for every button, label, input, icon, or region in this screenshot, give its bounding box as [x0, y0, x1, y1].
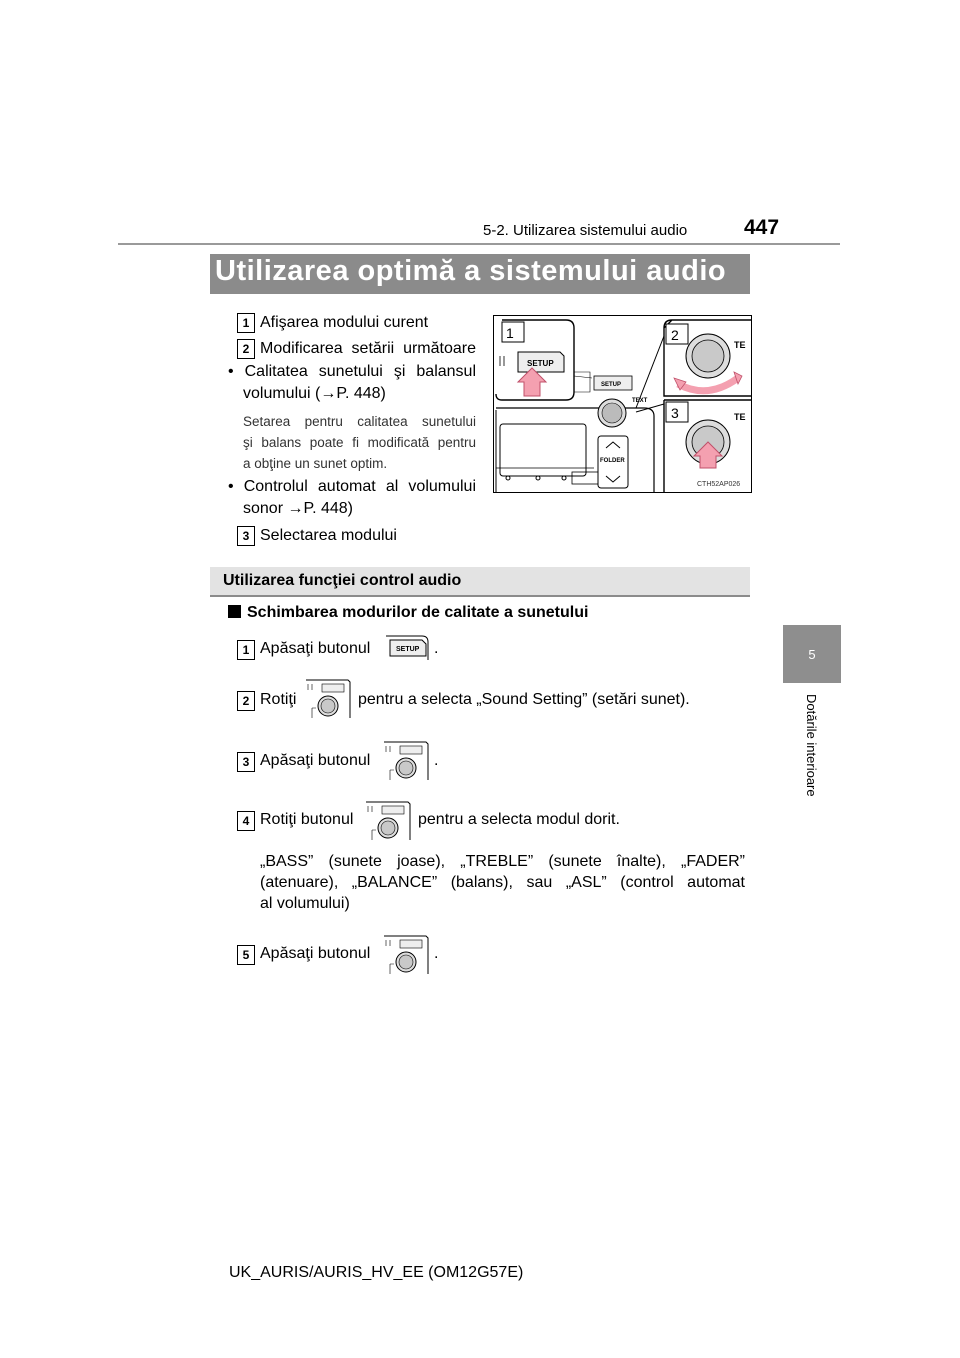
- text-label: TEXT: [632, 398, 648, 404]
- step-text: Rotiţi: [260, 691, 297, 708]
- svg-text:SETUP: SETUP: [396, 646, 420, 653]
- bullet-text: • Calitatea sunetului şi balansul: [228, 363, 476, 380]
- item-text: Modificarea setării următoare: [260, 340, 476, 357]
- footer-model-code: UK_AURIS/AURIS_HV_EE (OM12G57E): [229, 1264, 524, 1281]
- chapter-number: 5: [808, 646, 816, 662]
- step-note: (atenuare), „BALANCE” (balans), sau „ASL” (control automat: [260, 874, 745, 891]
- chapter-tab: [783, 625, 841, 683]
- step-text: .: [434, 640, 439, 657]
- item-text: Selectarea modului: [260, 527, 397, 544]
- section-header: 5-2. Utilizarea sistemului audio: [483, 222, 688, 239]
- page-number: 447: [744, 216, 780, 239]
- setup-small-label: SETUP: [601, 382, 622, 388]
- folder-label: FOLDER: [600, 458, 625, 464]
- tune-knob-icon: [304, 678, 352, 720]
- setup-button-icon: [384, 634, 430, 662]
- te-label-2: TE: [734, 412, 746, 422]
- step-number: 3: [237, 752, 255, 772]
- tune-knob-push-icon: [382, 740, 430, 782]
- tune-knob-push-icon: [382, 934, 430, 976]
- page-title: Utilizarea optimă a sistemului audio: [215, 255, 727, 287]
- bullet-text: • Controlul automat al volumului: [228, 478, 476, 495]
- step-note: „BASS” (sunete joase), „TREBLE” (sunete înalte), „FADER”: [260, 853, 745, 870]
- square-bullet-icon: [228, 605, 241, 618]
- item-number: 2: [237, 339, 255, 359]
- callout-3: 3: [671, 405, 679, 421]
- step-text: Apăsaţi butonul: [260, 945, 371, 962]
- step-number: 4: [237, 811, 255, 831]
- note-text: Setarea pentru calitatea sunetului: [243, 414, 476, 429]
- te-label: TE: [734, 340, 746, 350]
- bullet-text: sonor →P. 448): [243, 500, 353, 517]
- item-text: Afişarea modului curent: [260, 314, 429, 331]
- note-text: a obţine un sunet optim.: [243, 456, 388, 471]
- step-text: .: [434, 945, 439, 962]
- step-text: Apăsaţi butonul: [260, 752, 371, 769]
- step-note: al volumului): [260, 895, 350, 912]
- item-number: 3: [237, 526, 255, 546]
- chapter-title: Dotările interioare: [804, 694, 819, 797]
- step-text: Apăsaţi butonul: [260, 640, 371, 657]
- audio-panel-figure: [493, 315, 752, 493]
- tune-knob-icon: [364, 800, 412, 842]
- subheading-text: Schimbarea modurilor de calitate a sunetului: [247, 604, 589, 621]
- step-number: 1: [237, 640, 255, 660]
- step-text: pentru a selecta „Sound Setting” (setări sunet).: [358, 691, 690, 708]
- setup-button-label: SETUP: [527, 359, 554, 368]
- step-text: pentru a selecta modul dorit.: [418, 811, 620, 828]
- callout-1: 1: [506, 325, 514, 341]
- subsection-title: Utilizarea funcţiei control audio: [223, 572, 462, 589]
- header-divider: [118, 243, 840, 245]
- bullet-text: volumului (→P. 448): [243, 385, 386, 402]
- item-number: 1: [237, 313, 255, 333]
- step-text: Rotiţi butonul: [260, 811, 354, 828]
- figure-code: CTH52AP026: [697, 481, 741, 488]
- callout-2: 2: [671, 327, 679, 343]
- step-number: 5: [237, 945, 255, 965]
- subheading: [228, 604, 588, 622]
- note-text: şi balans poate fi modificată pentru: [243, 435, 476, 450]
- step-number: 2: [237, 691, 255, 711]
- step-text: .: [434, 752, 439, 769]
